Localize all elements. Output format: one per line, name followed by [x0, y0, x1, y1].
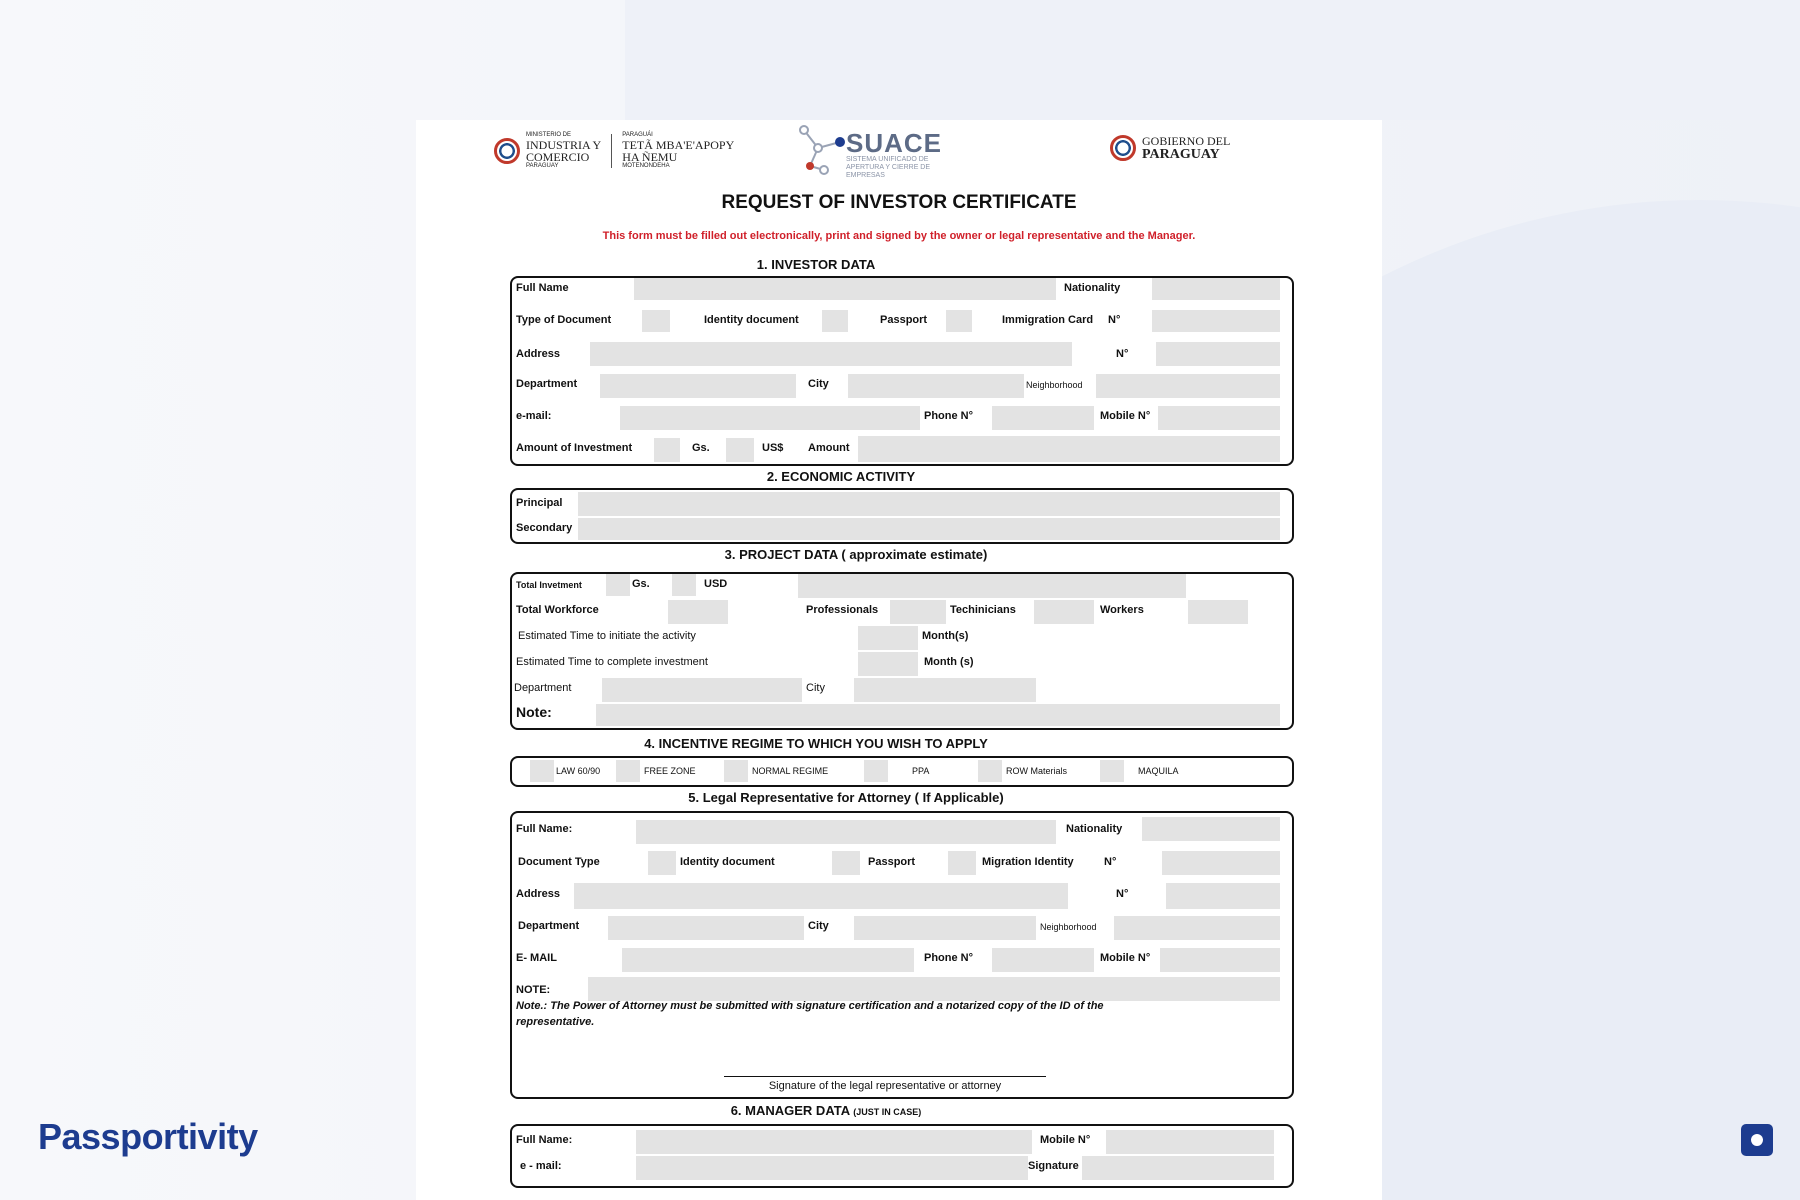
rep-note-label: NOTE: — [516, 984, 551, 996]
section-6-title-text: 6. MANAGER DATA — [730, 1103, 850, 1118]
type-of-document-checkbox[interactable] — [642, 310, 670, 332]
chat-button[interactable] — [1741, 1124, 1773, 1156]
normal-regime-checkbox[interactable] — [724, 760, 748, 782]
rep-document-type-label: Document Type — [518, 856, 600, 868]
manager-mobile-field[interactable] — [1106, 1130, 1274, 1154]
secondary-label: Secondary — [516, 522, 573, 534]
rep-address-number-label: N° — [1116, 888, 1129, 900]
attorney-note-prefix: Note.: — [516, 1000, 548, 1012]
neighborhood-field[interactable] — [1096, 374, 1280, 398]
law-label: LAW 60/90 — [556, 766, 601, 776]
free-zone-label: FREE ZONE — [644, 766, 696, 776]
total-investment-usd-checkbox[interactable] — [672, 574, 696, 596]
mic-sub: PARAGUAY — [526, 163, 559, 169]
email-field[interactable] — [620, 406, 920, 430]
address-label: Address — [516, 348, 561, 360]
full-name-label: Full Name — [516, 282, 569, 294]
rep-document-number-field[interactable] — [1162, 851, 1280, 875]
government-seal-icon — [1110, 135, 1136, 161]
project-department-label: Department — [514, 682, 572, 694]
mic-line2: COMERCIO — [526, 150, 590, 164]
time-complete-field[interactable] — [858, 652, 918, 676]
rep-identity-document-checkbox[interactable] — [832, 851, 860, 875]
rep-email-label: E- MAIL — [516, 952, 557, 964]
gs-label: Gs. — [692, 442, 710, 454]
total-investment-field[interactable] — [798, 574, 1186, 598]
workers-field[interactable] — [1188, 600, 1248, 624]
email-label: e-mail: — [516, 410, 552, 422]
gov-line1: GOBIERNO DEL — [1142, 134, 1231, 148]
free-zone-checkbox[interactable] — [616, 760, 640, 782]
manager-full-name-label: Full Name: — [516, 1134, 573, 1146]
background-band — [625, 0, 1800, 120]
passport-checkbox[interactable] — [946, 310, 972, 332]
phone-field[interactable] — [992, 406, 1094, 430]
rep-phone-label: Phone N° — [924, 952, 974, 964]
department-field[interactable] — [600, 374, 796, 398]
total-workforce-label: Total Workforce — [516, 604, 599, 616]
maquila-label: MAQUILA — [1138, 766, 1179, 776]
address-number-label: N° — [1116, 348, 1129, 360]
time-initiate-field[interactable] — [858, 626, 918, 650]
manager-signature-label: Signature — [1028, 1160, 1079, 1172]
gobierno-logo — [1110, 134, 1230, 162]
total-investment-usd-label: USD — [704, 578, 728, 590]
guarani-sub: MOTENONDEHA — [622, 163, 670, 169]
mobile-label: Mobile N° — [1100, 410, 1151, 422]
attorney-note — [516, 998, 1136, 1030]
passport-label: Passport — [880, 314, 928, 326]
manager-email-label: e - mail: — [520, 1160, 562, 1172]
total-investment-gs-checkbox[interactable] — [606, 574, 630, 596]
amount-field[interactable] — [858, 436, 1280, 462]
principal-label: Principal — [516, 497, 563, 509]
document-header — [416, 120, 1382, 190]
address-number-field[interactable] — [1156, 342, 1280, 366]
document-number-field[interactable] — [1152, 310, 1280, 332]
section-1-title: 1. INVESTOR DATA — [756, 257, 876, 272]
section-6-title-small: (JUST IN CASE) — [853, 1107, 922, 1117]
city-label: City — [808, 378, 829, 390]
rep-passport-checkbox[interactable] — [948, 851, 976, 875]
total-investment-gs-label: Gs. — [632, 578, 650, 590]
rep-address-number-field[interactable] — [1166, 883, 1280, 909]
section-4-title: 4. INCENTIVE REGIME TO WHICH YOU WISH TO APPLY — [644, 736, 988, 751]
nationality-label: Nationality — [1064, 282, 1121, 294]
rep-signature-line — [724, 1076, 1046, 1077]
rep-identity-document-label: Identity document — [680, 856, 775, 868]
technicians-field[interactable] — [1034, 600, 1094, 624]
immigration-card-label: Immigration Card — [1002, 314, 1094, 326]
row-materials-checkbox[interactable] — [978, 760, 1002, 782]
rep-full-name-field[interactable] — [636, 820, 1056, 844]
rep-neighborhood-label: Neighborhood — [1040, 922, 1097, 932]
identity-document-checkbox[interactable] — [822, 310, 848, 332]
technicians-label: Techinicians — [950, 604, 1016, 616]
department-label: Department — [516, 378, 578, 390]
rep-department-label: Department — [518, 920, 580, 932]
molecule-icon — [796, 122, 846, 178]
law-checkbox[interactable] — [530, 760, 554, 782]
ppa-checkbox[interactable] — [864, 760, 888, 782]
project-department-field[interactable] — [602, 678, 802, 702]
rep-nationality-label: Nationality — [1066, 823, 1123, 835]
attorney-note-text: The Power of Attorney must be submitted with signature certification and a notarized copy of the ID of the representative. — [516, 1000, 1104, 1028]
professionals-field[interactable] — [890, 600, 946, 624]
months-complete-label: Month (s) — [924, 656, 974, 668]
rep-mobile-label: Mobile N° — [1100, 952, 1151, 964]
project-city-label: City — [806, 682, 825, 694]
secondary-field[interactable] — [578, 518, 1280, 540]
section-6-title — [636, 1103, 1016, 1118]
professionals-label: Professionals — [806, 604, 879, 616]
rep-mobile-field[interactable] — [1160, 948, 1280, 972]
rep-signature-label: Signature of the legal representative or attorney — [768, 1080, 1002, 1092]
amount-of-investment-label: Amount of Investment — [516, 442, 633, 454]
maquila-checkbox[interactable] — [1100, 760, 1124, 782]
suace-logo — [796, 122, 943, 179]
phone-label: Phone N° — [924, 410, 974, 422]
rep-department-field[interactable] — [608, 916, 804, 940]
full-name-field[interactable] — [634, 278, 1056, 300]
usd-checkbox[interactable] — [726, 438, 754, 462]
rep-address-field[interactable] — [574, 883, 1068, 909]
project-note-field[interactable] — [596, 704, 1280, 726]
rep-email-field[interactable] — [622, 948, 914, 972]
rep-address-label: Address — [516, 888, 561, 900]
rep-passport-label: Passport — [868, 856, 916, 868]
type-of-document-label: Type of Document — [516, 314, 612, 326]
suace-name: SUACE — [846, 128, 943, 158]
manager-email-field[interactable] — [636, 1156, 1028, 1180]
section-3-title: 3. PROJECT DATA ( approximate estimate) — [724, 547, 988, 562]
guarani-line2: HA ÑEMU — [622, 150, 678, 164]
mobile-field[interactable] — [1158, 406, 1280, 430]
document-number-label: N° — [1108, 314, 1121, 326]
normal-regime-label: NORMAL REGIME — [752, 766, 829, 776]
paraguay-seal-icon — [494, 138, 520, 164]
amount-label: Amount — [808, 442, 850, 454]
months-initiate-label: Month(s) — [922, 630, 969, 642]
manager-mobile-label: Mobile N° — [1040, 1134, 1091, 1146]
time-initiate-label: Estimated Time to initiate the activity — [518, 630, 696, 642]
neighborhood-label: Neighborhood — [1026, 380, 1083, 390]
gov-line2: PARAGUAY — [1142, 147, 1220, 162]
address-field[interactable] — [590, 342, 1072, 366]
chat-icon — [1751, 1134, 1763, 1146]
total-investment-label: Total Invetment — [516, 580, 582, 590]
suace-sub: SISTEMA UNIFICADO DE APERTURA Y CIERRE DE EMPRESAS — [846, 156, 931, 179]
rep-document-number-label: N° — [1104, 856, 1117, 868]
mic-line1: INDUSTRIA Y — [526, 138, 602, 152]
rep-full-name-label: Full Name: — [516, 823, 573, 835]
mic-logo — [494, 132, 734, 170]
identity-document-label: Identity document — [704, 314, 799, 326]
rep-nationality-field[interactable] — [1142, 817, 1280, 841]
rep-city-field[interactable] — [854, 916, 1036, 940]
guarani-small: PARAGUÁI — [622, 132, 653, 138]
city-field[interactable] — [848, 374, 1024, 398]
form-title: REQUEST OF INVESTOR CERTIFICATE — [721, 192, 1077, 213]
rep-city-label: City — [808, 920, 829, 932]
gs-checkbox[interactable] — [654, 438, 680, 462]
time-complete-label: Estimated Time to complete investment — [516, 656, 708, 668]
ppa-label: PPA — [912, 766, 930, 776]
mic-small: MINISTERIO DE — [526, 132, 572, 138]
row-materials-label: ROW Materials — [1006, 766, 1068, 776]
principal-field[interactable] — [578, 492, 1280, 516]
project-note-label: Note: — [516, 704, 552, 720]
form-document — [416, 120, 1382, 1200]
usd-label: US$ — [762, 442, 784, 454]
project-city-field[interactable] — [854, 678, 1036, 702]
rep-neighborhood-field[interactable] — [1114, 916, 1280, 940]
section-2-title: 2. ECONOMIC ACTIVITY — [766, 469, 916, 484]
manager-full-name-field[interactable] — [636, 1130, 1032, 1154]
guarani-line1: TETÃ MBA'E'APOPY — [622, 138, 735, 152]
nationality-field[interactable] — [1152, 278, 1280, 300]
rep-document-type-checkbox[interactable] — [648, 851, 676, 875]
section-5-title: 5. Legal Representative for Attorney ( If Applicable) — [688, 790, 1004, 805]
rep-phone-field[interactable] — [992, 948, 1094, 972]
workers-label: Workers — [1100, 604, 1144, 616]
logo-divider — [611, 134, 612, 168]
form-instruction: This form must be filled out electronically, print and signed by the owner or legal representative and the Manager. — [602, 230, 1196, 242]
rep-migration-identity-label: Migration Identity — [982, 856, 1074, 868]
manager-signature-field[interactable] — [1082, 1156, 1274, 1180]
total-workforce-field[interactable] — [668, 600, 728, 624]
passportivity-logo[interactable]: Passportivity — [38, 1116, 258, 1157]
